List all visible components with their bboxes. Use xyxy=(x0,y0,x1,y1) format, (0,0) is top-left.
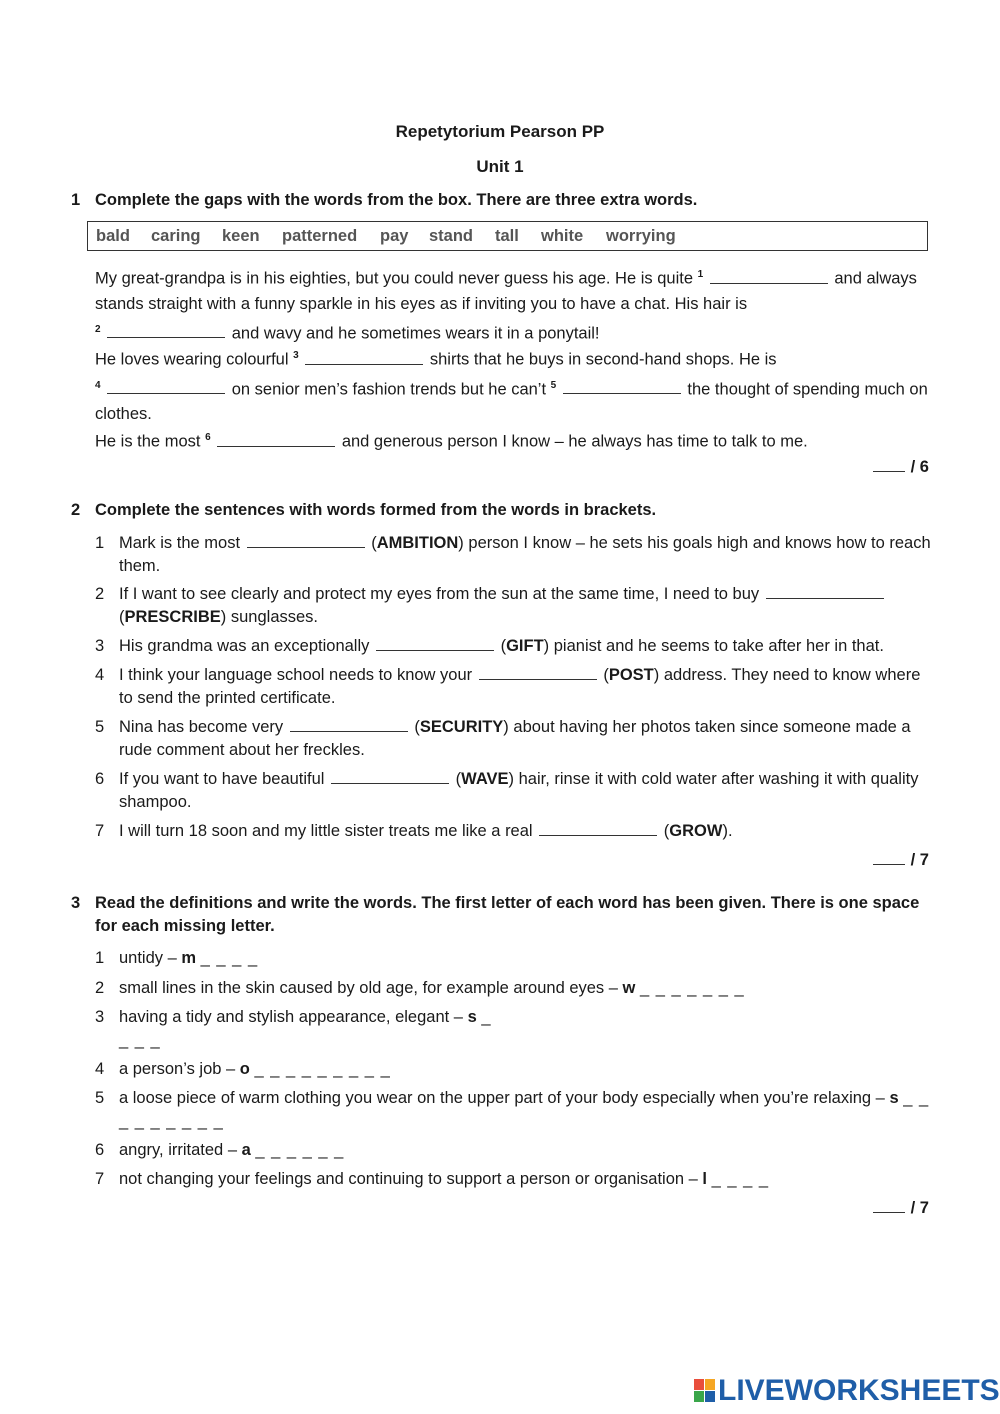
first-letter: l xyxy=(702,1170,708,1188)
exercise-3-item xyxy=(95,1168,935,1191)
base-word: GIFT xyxy=(506,637,544,655)
exercise-3-item xyxy=(95,977,935,1000)
answer-gap[interactable] xyxy=(766,584,884,599)
base-word: WAVE xyxy=(461,770,509,788)
item-number: 6 xyxy=(95,770,105,788)
exercise-1-number: 1 xyxy=(71,191,81,209)
item-text: Nina has become very (SECURITY) about having her photos taken since someone made a rude comment about her freckles. xyxy=(119,718,911,759)
answer-gap[interactable] xyxy=(376,636,494,651)
box-word: tall xyxy=(495,227,519,245)
first-letter: s xyxy=(467,1008,477,1026)
score-blank[interactable] xyxy=(873,852,905,865)
item-number: 5 xyxy=(95,718,105,736)
letter-spaces[interactable]: _ _ _ _ xyxy=(711,1170,770,1188)
unit-title: Unit 1 xyxy=(476,157,524,176)
item-number: 1 xyxy=(95,534,105,552)
exercise-3-item xyxy=(95,1139,935,1162)
base-word: POST xyxy=(608,666,654,684)
answer-gap-6[interactable] xyxy=(217,432,335,447)
first-letter: s xyxy=(889,1089,899,1107)
base-word: PRESCRIBE xyxy=(124,608,221,626)
item-text: I think your language school needs to know your (POST) address. They need to know where to send the printed certificate. xyxy=(119,666,921,707)
item-number: 2 xyxy=(95,585,105,603)
item-text: His grandma was an exceptionally (GIFT) pianist and he seems to take after her in that. xyxy=(119,637,884,655)
score-blank[interactable] xyxy=(873,459,905,472)
item-number: 7 xyxy=(95,1170,105,1188)
item-text: a person’s job – o _ _ _ _ _ _ _ _ _ xyxy=(119,1060,391,1078)
answer-gap[interactable] xyxy=(539,821,657,836)
exercise-3-item xyxy=(95,947,935,970)
box-word: stand xyxy=(429,227,474,245)
item-number: 1 xyxy=(95,949,105,967)
exercise-2-item xyxy=(95,532,935,578)
box-word: pay xyxy=(380,227,409,245)
item-text: untidy – m _ _ _ _ xyxy=(119,949,259,967)
item-text: small lines in the skin caused by old age, for example around eyes – w _ _ _ _ _ _ _ xyxy=(119,979,745,997)
base-word: GROW xyxy=(669,822,723,840)
exercise-1-score: / 6 xyxy=(873,458,929,477)
letter-spaces[interactable]: _ _ _ _ xyxy=(200,949,259,967)
item-text: If you want to have beautiful (WAVE) hair, rinse it with cold water after washing it with quality shampoo. xyxy=(119,770,919,811)
exercise-3-instruction: Read the definitions and write the words. The first letter of each word has been given. There is one space for each missing letter. xyxy=(95,894,920,935)
item-number: 5 xyxy=(95,1089,105,1107)
exercise-1-paragraph-3: He is the most $^6$ and generous person I know – he always has time to talk to me. xyxy=(95,432,808,451)
exercise-3-item xyxy=(95,1006,935,1052)
answer-gap-1[interactable] xyxy=(710,269,828,284)
exercise-1-paragraph-1: My great-grandpa is in his eighties, but you could never guess his age. He is quite $^1$ and always stands straight with a funny sparkle in his eyes as if inviting you to have a chat. His hair is $^2$ and wavy and he sometimes wears it in a ponytail! xyxy=(95,269,917,342)
logo-grid-icon xyxy=(694,1379,716,1403)
letter-spaces[interactable]: _ _ _ _ _ _ _ _ _ xyxy=(254,1060,391,1078)
answer-gap[interactable] xyxy=(479,665,597,680)
item-number: 4 xyxy=(95,1060,105,1078)
box-word: worrying xyxy=(606,227,676,245)
answer-gap-4[interactable] xyxy=(107,379,225,394)
base-word: SECURITY xyxy=(419,718,504,736)
box-word: patterned xyxy=(282,227,358,245)
exercise-3-number: 3 xyxy=(71,894,81,912)
base-word: AMBITION xyxy=(376,534,459,552)
item-text: Mark is the most (AMBITION) person I know – he sets his goals high and knows how to reach them. xyxy=(119,534,931,575)
liveworksheets-logo: LIVEWORKSHEETS xyxy=(694,1374,1000,1408)
exercise-2-number: 2 xyxy=(71,501,81,519)
first-letter: a xyxy=(241,1141,251,1159)
item-number: 4 xyxy=(95,666,105,684)
exercise-2-item xyxy=(95,768,935,814)
item-number: 7 xyxy=(95,822,105,840)
exercise-1-instruction: Complete the gaps with the words from the box. There are three extra words. xyxy=(95,191,698,209)
worksheet-title: Repetytorium Pearson PP xyxy=(395,122,605,141)
answer-gap-2[interactable] xyxy=(107,323,225,338)
item-text: not changing your feelings and continuing to support a person or organisation – l _ _ _ _ xyxy=(119,1170,770,1188)
answer-gap[interactable] xyxy=(331,769,449,784)
box-word: caring xyxy=(151,227,201,245)
first-letter: o xyxy=(239,1060,250,1078)
item-text: angry, irritated – a _ _ _ _ _ _ xyxy=(119,1141,345,1159)
letter-spaces[interactable]: _ _ _ _ xyxy=(119,1008,492,1049)
exercise-2-score: / 7 xyxy=(873,851,929,870)
item-number: 3 xyxy=(95,637,105,655)
exercise-1-paragraph-2: He loves wearing colourful $^3$ shirts that he buys in second-hand shops. He is $^4$ on senior men’s fashion trends but he can’t $^5$ the thought of spending much on clothes. xyxy=(95,350,928,423)
item-text: If I want to see clearly and protect my eyes from the sun at the same time, I need to buy (PRESCRIBE) sunglasses. xyxy=(119,583,935,629)
answer-gap-3[interactable] xyxy=(305,350,423,365)
exercise-3-item xyxy=(95,1058,935,1081)
letter-spaces[interactable]: _ _ _ _ _ _ _ _ _ xyxy=(119,1089,930,1130)
box-word: bald xyxy=(96,227,130,245)
letter-spaces[interactable]: _ _ _ _ _ _ _ xyxy=(639,979,745,997)
answer-gap[interactable] xyxy=(290,717,408,732)
exercise-2-item xyxy=(95,583,935,629)
score-blank[interactable] xyxy=(873,1200,905,1213)
box-word: white xyxy=(541,227,584,245)
exercise-2-item xyxy=(95,820,935,843)
exercise-2-item xyxy=(95,664,935,710)
word-box xyxy=(87,221,928,251)
answer-gap-5[interactable] xyxy=(563,379,681,394)
box-word: keen xyxy=(222,227,260,245)
letter-spaces[interactable]: _ _ _ _ _ _ xyxy=(255,1141,345,1159)
first-letter: m xyxy=(181,949,197,967)
first-letter: w xyxy=(622,979,636,997)
exercise-3-score: / 7 xyxy=(873,1199,929,1218)
exercise-2-item xyxy=(95,635,935,658)
item-text: having a tidy and stylish appearance, elegant – s _ _ _ _ xyxy=(119,1008,492,1049)
item-text: I will turn 18 soon and my little sister treats me like a real (GROW). xyxy=(119,822,733,840)
exercise-3-item xyxy=(95,1087,935,1133)
item-number: 6 xyxy=(95,1141,105,1159)
item-text: a loose piece of warm clothing you wear on the upper part of your body especially when you’re relaxing – s _ _ _ _ _ _ _ _ _ xyxy=(119,1089,930,1130)
exercise-2-item xyxy=(95,716,935,762)
answer-gap[interactable] xyxy=(247,533,365,548)
item-number: 2 xyxy=(95,979,105,997)
item-number: 3 xyxy=(95,1008,105,1026)
exercise-2-instruction: Complete the sentences with words formed from the words in brackets. xyxy=(95,501,657,519)
